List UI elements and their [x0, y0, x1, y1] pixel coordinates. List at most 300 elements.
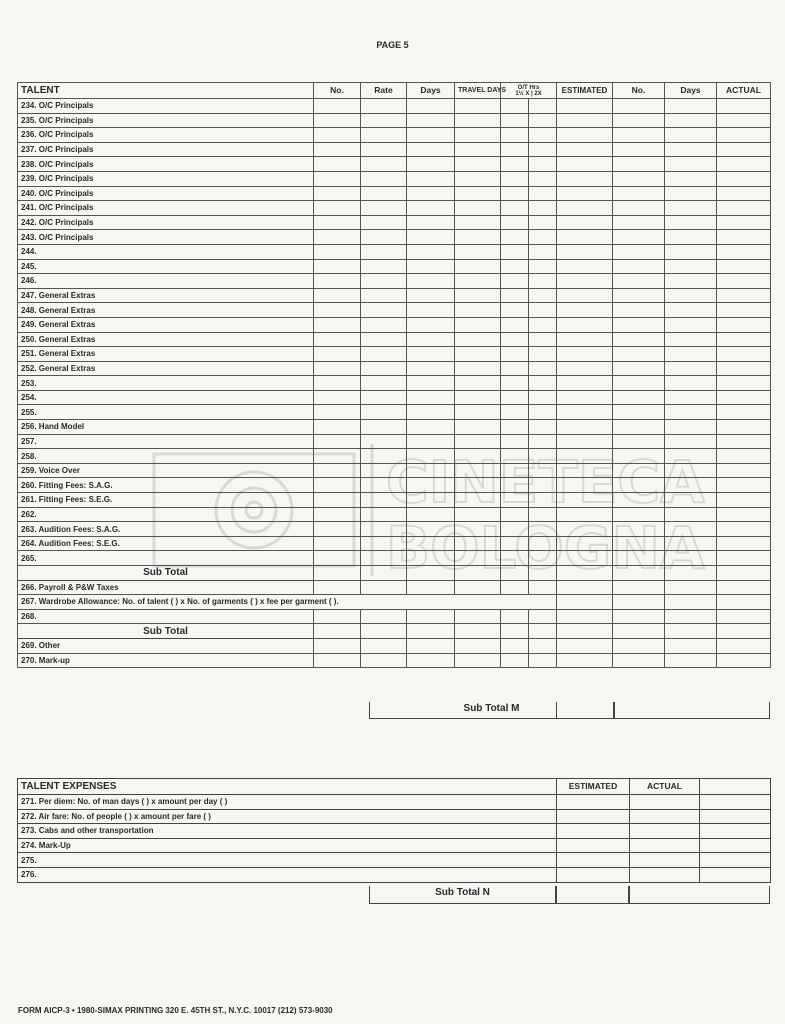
talent-entry-cell[interactable] — [361, 171, 407, 186]
talent-entry-cell[interactable] — [717, 420, 771, 435]
talent-entry-cell[interactable] — [529, 551, 557, 566]
talent-entry-cell[interactable] — [613, 288, 665, 303]
talent-expense-entry-cell[interactable] — [630, 867, 700, 882]
talent-entry-cell[interactable] — [455, 361, 501, 376]
talent-entry-cell[interactable] — [717, 201, 771, 216]
talent-entry-cell[interactable] — [361, 390, 407, 405]
talent-entry-cell[interactable] — [529, 405, 557, 420]
talent-entry-cell[interactable] — [665, 186, 717, 201]
talent-entry-cell[interactable] — [665, 230, 717, 245]
talent-entry-cell[interactable] — [501, 332, 529, 347]
talent-entry-cell[interactable] — [557, 317, 613, 332]
talent-entry-cell[interactable] — [361, 478, 407, 493]
talent-entry-cell[interactable] — [529, 230, 557, 245]
talent-expense-entry-cell[interactable] — [630, 795, 700, 810]
talent-entry-cell[interactable] — [529, 288, 557, 303]
talent-entry-cell[interactable] — [613, 449, 665, 464]
talent-entry-cell[interactable] — [314, 317, 361, 332]
talent-entry-cell[interactable] — [455, 99, 501, 114]
payroll-taxes-cell[interactable] — [717, 580, 771, 595]
talent-entry-cell[interactable] — [717, 171, 771, 186]
talent-entry-cell[interactable] — [455, 347, 501, 362]
talent-entry-cell[interactable] — [455, 317, 501, 332]
talent-entry-cell[interactable] — [529, 653, 557, 668]
talent-entry-cell[interactable] — [455, 288, 501, 303]
talent-entry-cell[interactable] — [501, 215, 529, 230]
talent-entry-cell[interactable] — [501, 303, 529, 318]
talent-entry-cell[interactable] — [717, 274, 771, 289]
talent-entry-cell[interactable] — [529, 347, 557, 362]
talent-entry-cell[interactable] — [529, 536, 557, 551]
talent-entry-cell[interactable] — [314, 434, 361, 449]
talent-entry-cell[interactable] — [717, 99, 771, 114]
talent-entry-cell[interactable] — [361, 215, 407, 230]
talent-entry-cell[interactable] — [455, 405, 501, 420]
talent-entry-cell[interactable] — [529, 609, 557, 624]
talent-entry-cell[interactable] — [613, 463, 665, 478]
talent-entry-cell[interactable] — [314, 186, 361, 201]
talent-entry-cell[interactable] — [455, 449, 501, 464]
talent-entry-cell[interactable] — [613, 638, 665, 653]
talent-entry-cell[interactable] — [665, 274, 717, 289]
talent-entry-cell[interactable] — [665, 390, 717, 405]
talent-entry-cell[interactable] — [501, 449, 529, 464]
talent-entry-cell[interactable] — [361, 317, 407, 332]
talent-entry-cell[interactable] — [455, 390, 501, 405]
talent-entry-cell[interactable] — [557, 434, 613, 449]
talent-entry-cell[interactable] — [529, 507, 557, 522]
talent-entry-cell[interactable] — [314, 449, 361, 464]
talent-entry-cell[interactable] — [613, 653, 665, 668]
talent-entry-cell[interactable] — [529, 463, 557, 478]
talent-entry-cell[interactable] — [557, 186, 613, 201]
talent-entry-cell[interactable] — [455, 507, 501, 522]
talent-entry-cell[interactable] — [665, 507, 717, 522]
talent-entry-cell[interactable] — [455, 434, 501, 449]
talent-entry-cell[interactable] — [407, 186, 455, 201]
talent-subtotal-2-cell[interactable] — [501, 624, 529, 639]
talent-entry-cell[interactable] — [407, 551, 455, 566]
talent-entry-cell[interactable] — [717, 536, 771, 551]
talent-subtotal-cell[interactable] — [717, 566, 771, 581]
talent-entry-cell[interactable] — [407, 332, 455, 347]
talent-entry-cell[interactable] — [613, 361, 665, 376]
talent-entry-cell[interactable] — [557, 361, 613, 376]
talent-entry-cell[interactable] — [314, 507, 361, 522]
talent-entry-cell[interactable] — [557, 420, 613, 435]
talent-entry-cell[interactable] — [665, 361, 717, 376]
talent-entry-cell[interactable] — [529, 317, 557, 332]
talent-entry-cell[interactable] — [501, 99, 529, 114]
talent-entry-cell[interactable] — [407, 463, 455, 478]
talent-entry-cell[interactable] — [557, 99, 613, 114]
talent-subtotal-2-cell[interactable] — [613, 624, 665, 639]
sub-total-n-actual-cell[interactable] — [629, 886, 770, 904]
talent-entry-cell[interactable] — [455, 376, 501, 391]
talent-subtotal-2-cell[interactable] — [407, 624, 455, 639]
talent-entry-cell[interactable] — [407, 638, 455, 653]
talent-entry-cell[interactable] — [455, 522, 501, 537]
talent-entry-cell[interactable] — [361, 332, 407, 347]
talent-entry-cell[interactable] — [501, 478, 529, 493]
talent-entry-cell[interactable] — [501, 288, 529, 303]
talent-entry-cell[interactable] — [455, 303, 501, 318]
talent-entry-cell[interactable] — [314, 171, 361, 186]
talent-entry-cell[interactable] — [557, 449, 613, 464]
talent-entry-cell[interactable] — [529, 142, 557, 157]
talent-entry-cell[interactable] — [501, 522, 529, 537]
talent-entry-cell[interactable] — [455, 113, 501, 128]
talent-entry-cell[interactable] — [529, 99, 557, 114]
talent-entry-cell[interactable] — [455, 259, 501, 274]
talent-entry-cell[interactable] — [407, 609, 455, 624]
talent-entry-cell[interactable] — [501, 113, 529, 128]
talent-entry-cell[interactable] — [529, 493, 557, 508]
talent-entry-cell[interactable] — [665, 405, 717, 420]
talent-entry-cell[interactable] — [717, 186, 771, 201]
talent-subtotal-cell[interactable] — [613, 566, 665, 581]
payroll-taxes-cell[interactable] — [557, 580, 613, 595]
talent-entry-cell[interactable] — [665, 157, 717, 172]
talent-entry-cell[interactable] — [557, 522, 613, 537]
talent-subtotal-cell[interactable] — [361, 566, 407, 581]
talent-entry-cell[interactable] — [557, 638, 613, 653]
talent-entry-cell[interactable] — [529, 201, 557, 216]
talent-entry-cell[interactable] — [361, 653, 407, 668]
talent-entry-cell[interactable] — [529, 332, 557, 347]
talent-entry-cell[interactable] — [361, 347, 407, 362]
talent-entry-cell[interactable] — [407, 449, 455, 464]
talent-entry-cell[interactable] — [314, 332, 361, 347]
talent-entry-cell[interactable] — [407, 201, 455, 216]
talent-entry-cell[interactable] — [361, 507, 407, 522]
talent-entry-cell[interactable] — [557, 230, 613, 245]
talent-entry-cell[interactable] — [407, 142, 455, 157]
talent-entry-cell[interactable] — [665, 347, 717, 362]
talent-entry-cell[interactable] — [314, 405, 361, 420]
talent-entry-cell[interactable] — [407, 215, 455, 230]
talent-entry-cell[interactable] — [717, 317, 771, 332]
talent-entry-cell[interactable] — [529, 522, 557, 537]
talent-expense-entry-cell[interactable] — [700, 824, 771, 839]
talent-entry-cell[interactable] — [455, 653, 501, 668]
talent-entry-cell[interactable] — [501, 317, 529, 332]
talent-entry-cell[interactable] — [314, 113, 361, 128]
talent-entry-cell[interactable] — [529, 478, 557, 493]
payroll-taxes-cell[interactable] — [613, 580, 665, 595]
talent-entry-cell[interactable] — [529, 376, 557, 391]
talent-entry-cell[interactable] — [529, 186, 557, 201]
talent-entry-cell[interactable] — [314, 274, 361, 289]
wardrobe-allowance-cell[interactable] — [717, 595, 771, 610]
talent-entry-cell[interactable] — [407, 347, 455, 362]
talent-subtotal-cell[interactable] — [501, 566, 529, 581]
talent-entry-cell[interactable] — [665, 420, 717, 435]
talent-subtotal-2-cell[interactable] — [455, 624, 501, 639]
talent-entry-cell[interactable] — [613, 522, 665, 537]
talent-entry-cell[interactable] — [361, 420, 407, 435]
talent-entry-cell[interactable] — [529, 449, 557, 464]
talent-entry-cell[interactable] — [407, 376, 455, 391]
talent-subtotal-cell[interactable] — [407, 566, 455, 581]
talent-entry-cell[interactable] — [314, 288, 361, 303]
talent-entry-cell[interactable] — [501, 390, 529, 405]
talent-entry-cell[interactable] — [501, 507, 529, 522]
talent-expense-entry-cell[interactable] — [557, 867, 630, 882]
talent-entry-cell[interactable] — [717, 113, 771, 128]
talent-entry-cell[interactable] — [613, 142, 665, 157]
talent-entry-cell[interactable] — [613, 551, 665, 566]
talent-entry-cell[interactable] — [314, 463, 361, 478]
talent-subtotal-cell[interactable] — [455, 566, 501, 581]
talent-entry-cell[interactable] — [314, 303, 361, 318]
talent-entry-cell[interactable] — [717, 390, 771, 405]
talent-entry-cell[interactable] — [455, 638, 501, 653]
talent-entry-cell[interactable] — [314, 157, 361, 172]
talent-expense-entry-cell[interactable] — [700, 867, 771, 882]
talent-entry-cell[interactable] — [455, 128, 501, 143]
talent-entry-cell[interactable] — [407, 361, 455, 376]
talent-entry-cell[interactable] — [557, 332, 613, 347]
talent-subtotal-2-cell[interactable] — [665, 624, 717, 639]
payroll-taxes-cell[interactable] — [407, 580, 455, 595]
talent-entry-cell[interactable] — [529, 259, 557, 274]
talent-entry-cell[interactable] — [407, 493, 455, 508]
talent-entry-cell[interactable] — [501, 638, 529, 653]
talent-entry-cell[interactable] — [613, 99, 665, 114]
talent-entry-cell[interactable] — [557, 347, 613, 362]
talent-entry-cell[interactable] — [557, 157, 613, 172]
payroll-taxes-cell[interactable] — [314, 580, 361, 595]
talent-entry-cell[interactable] — [529, 361, 557, 376]
talent-expense-entry-cell[interactable] — [700, 853, 771, 868]
talent-entry-cell[interactable] — [557, 128, 613, 143]
talent-entry-cell[interactable] — [361, 493, 407, 508]
talent-entry-cell[interactable] — [361, 274, 407, 289]
talent-subtotal-cell[interactable] — [665, 566, 717, 581]
talent-entry-cell[interactable] — [613, 113, 665, 128]
talent-entry-cell[interactable] — [613, 390, 665, 405]
talent-expense-entry-cell[interactable] — [630, 838, 700, 853]
talent-entry-cell[interactable] — [717, 347, 771, 362]
talent-entry-cell[interactable] — [361, 522, 407, 537]
talent-entry-cell[interactable] — [557, 653, 613, 668]
talent-entry-cell[interactable] — [407, 128, 455, 143]
talent-entry-cell[interactable] — [455, 463, 501, 478]
talent-entry-cell[interactable] — [314, 230, 361, 245]
talent-entry-cell[interactable] — [501, 128, 529, 143]
talent-entry-cell[interactable] — [314, 376, 361, 391]
talent-entry-cell[interactable] — [717, 157, 771, 172]
talent-entry-cell[interactable] — [314, 142, 361, 157]
talent-entry-cell[interactable] — [557, 171, 613, 186]
payroll-taxes-cell[interactable] — [665, 580, 717, 595]
talent-entry-cell[interactable] — [407, 317, 455, 332]
talent-entry-cell[interactable] — [717, 493, 771, 508]
talent-entry-cell[interactable] — [717, 288, 771, 303]
talent-entry-cell[interactable] — [529, 157, 557, 172]
talent-entry-cell[interactable] — [557, 259, 613, 274]
talent-entry-cell[interactable] — [665, 317, 717, 332]
talent-entry-cell[interactable] — [557, 288, 613, 303]
talent-entry-cell[interactable] — [665, 99, 717, 114]
talent-entry-cell[interactable] — [455, 536, 501, 551]
talent-entry-cell[interactable] — [557, 244, 613, 259]
talent-entry-cell[interactable] — [455, 215, 501, 230]
talent-entry-cell[interactable] — [717, 405, 771, 420]
talent-entry-cell[interactable] — [407, 303, 455, 318]
talent-entry-cell[interactable] — [613, 128, 665, 143]
talent-entry-cell[interactable] — [529, 274, 557, 289]
talent-entry-cell[interactable] — [314, 638, 361, 653]
talent-entry-cell[interactable] — [361, 361, 407, 376]
talent-entry-cell[interactable] — [407, 244, 455, 259]
talent-expense-entry-cell[interactable] — [630, 853, 700, 868]
payroll-taxes-cell[interactable] — [529, 580, 557, 595]
talent-entry-cell[interactable] — [665, 332, 717, 347]
talent-entry-cell[interactable] — [501, 420, 529, 435]
talent-entry-cell[interactable] — [361, 244, 407, 259]
talent-entry-cell[interactable] — [314, 609, 361, 624]
talent-entry-cell[interactable] — [529, 420, 557, 435]
talent-entry-cell[interactable] — [557, 493, 613, 508]
talent-entry-cell[interactable] — [361, 609, 407, 624]
talent-expense-entry-cell[interactable] — [630, 824, 700, 839]
sub-total-m-actual-cell[interactable] — [614, 702, 770, 719]
talent-entry-cell[interactable] — [529, 215, 557, 230]
talent-entry-cell[interactable] — [501, 434, 529, 449]
talent-entry-cell[interactable] — [557, 609, 613, 624]
payroll-taxes-cell[interactable] — [501, 580, 529, 595]
talent-entry-cell[interactable] — [717, 303, 771, 318]
talent-entry-cell[interactable] — [314, 653, 361, 668]
talent-entry-cell[interactable] — [314, 259, 361, 274]
talent-entry-cell[interactable] — [361, 303, 407, 318]
talent-entry-cell[interactable] — [455, 478, 501, 493]
talent-entry-cell[interactable] — [314, 128, 361, 143]
talent-entry-cell[interactable] — [501, 493, 529, 508]
talent-entry-cell[interactable] — [361, 259, 407, 274]
talent-entry-cell[interactable] — [407, 113, 455, 128]
talent-entry-cell[interactable] — [407, 157, 455, 172]
talent-entry-cell[interactable] — [665, 303, 717, 318]
talent-entry-cell[interactable] — [314, 390, 361, 405]
talent-subtotal-cell[interactable] — [557, 566, 613, 581]
talent-entry-cell[interactable] — [314, 215, 361, 230]
talent-entry-cell[interactable] — [557, 551, 613, 566]
talent-entry-cell[interactable] — [314, 493, 361, 508]
talent-entry-cell[interactable] — [665, 128, 717, 143]
talent-entry-cell[interactable] — [407, 230, 455, 245]
talent-entry-cell[interactable] — [717, 434, 771, 449]
talent-entry-cell[interactable] — [361, 201, 407, 216]
talent-entry-cell[interactable] — [501, 142, 529, 157]
payroll-taxes-cell[interactable] — [455, 580, 501, 595]
talent-entry-cell[interactable] — [613, 493, 665, 508]
talent-entry-cell[interactable] — [613, 507, 665, 522]
talent-entry-cell[interactable] — [314, 536, 361, 551]
talent-entry-cell[interactable] — [314, 201, 361, 216]
talent-entry-cell[interactable] — [361, 113, 407, 128]
talent-entry-cell[interactable] — [665, 478, 717, 493]
talent-entry-cell[interactable] — [529, 171, 557, 186]
talent-entry-cell[interactable] — [665, 171, 717, 186]
talent-entry-cell[interactable] — [557, 405, 613, 420]
talent-entry-cell[interactable] — [314, 347, 361, 362]
talent-expense-entry-cell[interactable] — [630, 809, 700, 824]
talent-entry-cell[interactable] — [717, 551, 771, 566]
sub-total-n-estimated-cell[interactable] — [556, 886, 629, 904]
talent-entry-cell[interactable] — [613, 420, 665, 435]
talent-expense-entry-cell[interactable] — [700, 809, 771, 824]
talent-entry-cell[interactable] — [407, 434, 455, 449]
talent-entry-cell[interactable] — [717, 463, 771, 478]
talent-entry-cell[interactable] — [314, 420, 361, 435]
talent-entry-cell[interactable] — [613, 317, 665, 332]
talent-entry-cell[interactable] — [361, 536, 407, 551]
talent-entry-cell[interactable] — [501, 361, 529, 376]
talent-entry-cell[interactable] — [613, 609, 665, 624]
talent-entry-cell[interactable] — [361, 288, 407, 303]
talent-entry-cell[interactable] — [455, 244, 501, 259]
talent-entry-cell[interactable] — [314, 478, 361, 493]
talent-entry-cell[interactable] — [557, 303, 613, 318]
talent-entry-cell[interactable] — [665, 609, 717, 624]
talent-subtotal-cell[interactable] — [314, 566, 361, 581]
talent-entry-cell[interactable] — [613, 157, 665, 172]
talent-entry-cell[interactable] — [455, 274, 501, 289]
talent-entry-cell[interactable] — [717, 638, 771, 653]
talent-entry-cell[interactable] — [361, 638, 407, 653]
talent-subtotal-2-cell[interactable] — [361, 624, 407, 639]
talent-entry-cell[interactable] — [613, 186, 665, 201]
talent-entry-cell[interactable] — [665, 288, 717, 303]
talent-entry-cell[interactable] — [717, 376, 771, 391]
talent-entry-cell[interactable] — [455, 142, 501, 157]
sub-total-m-estimated-cell[interactable] — [556, 702, 614, 719]
talent-entry-cell[interactable] — [717, 507, 771, 522]
talent-entry-cell[interactable] — [407, 405, 455, 420]
talent-entry-cell[interactable] — [665, 201, 717, 216]
talent-entry-cell[interactable] — [455, 609, 501, 624]
talent-entry-cell[interactable] — [314, 522, 361, 537]
talent-entry-cell[interactable] — [407, 288, 455, 303]
wardrobe-allowance-cell[interactable] — [613, 595, 665, 610]
talent-entry-cell[interactable] — [717, 449, 771, 464]
talent-expense-entry-cell[interactable] — [700, 795, 771, 810]
talent-entry-cell[interactable] — [557, 201, 613, 216]
talent-entry-cell[interactable] — [529, 244, 557, 259]
talent-entry-cell[interactable] — [557, 376, 613, 391]
talent-entry-cell[interactable] — [717, 609, 771, 624]
talent-entry-cell[interactable] — [361, 405, 407, 420]
payroll-taxes-cell[interactable] — [361, 580, 407, 595]
talent-expense-entry-cell[interactable] — [700, 838, 771, 853]
talent-expense-entry-cell[interactable] — [557, 809, 630, 824]
talent-entry-cell[interactable] — [717, 522, 771, 537]
talent-entry-cell[interactable] — [717, 653, 771, 668]
talent-entry-cell[interactable] — [361, 128, 407, 143]
talent-entry-cell[interactable] — [665, 653, 717, 668]
talent-entry-cell[interactable] — [455, 230, 501, 245]
talent-entry-cell[interactable] — [455, 157, 501, 172]
talent-entry-cell[interactable] — [361, 551, 407, 566]
talent-entry-cell[interactable] — [557, 215, 613, 230]
talent-entry-cell[interactable] — [361, 142, 407, 157]
talent-entry-cell[interactable] — [613, 274, 665, 289]
talent-entry-cell[interactable] — [557, 478, 613, 493]
talent-entry-cell[interactable] — [407, 99, 455, 114]
